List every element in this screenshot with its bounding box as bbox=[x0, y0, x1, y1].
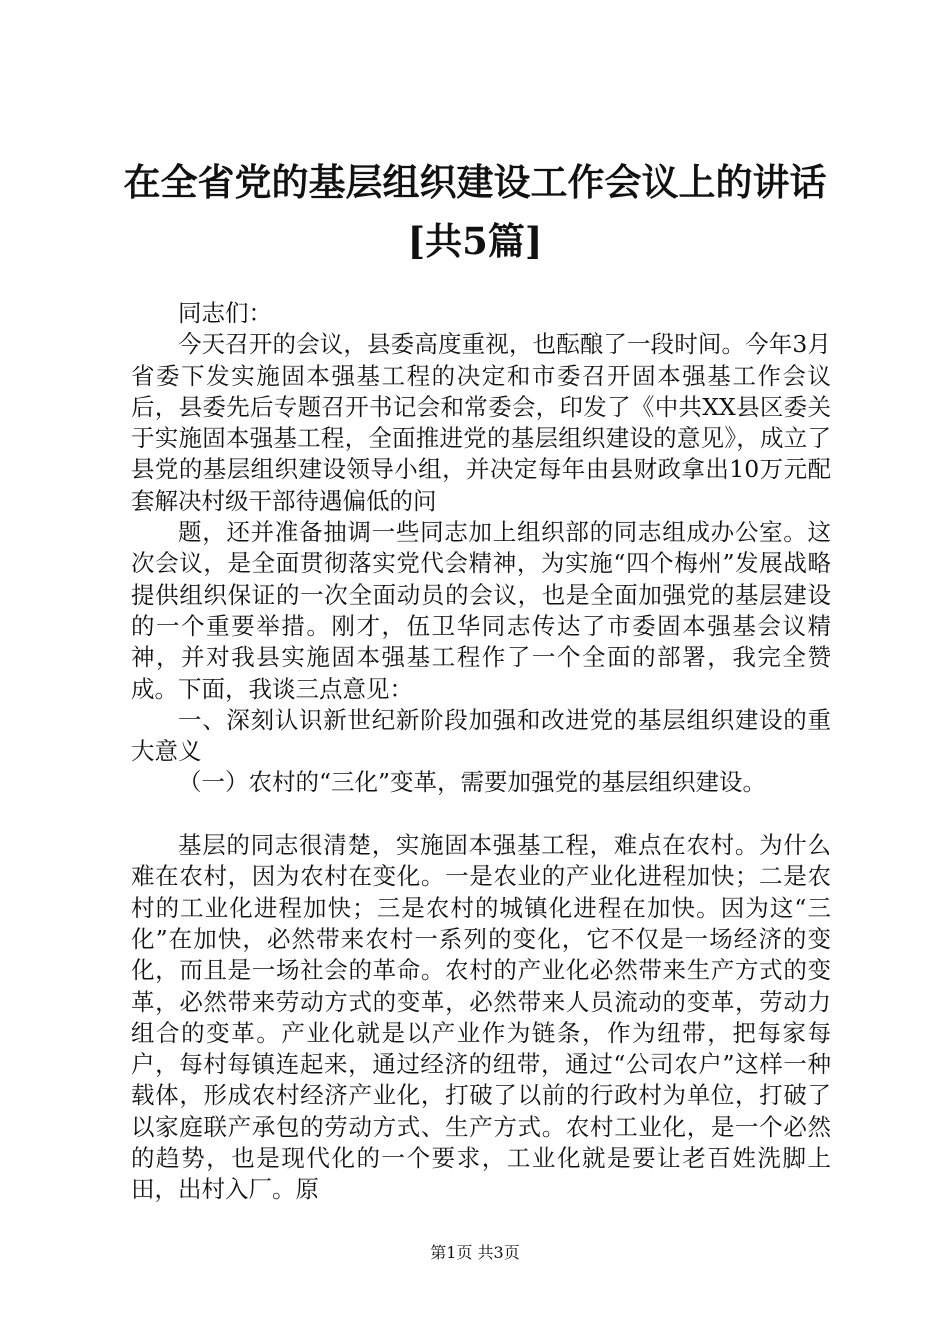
page-indicator: 第1页 共3页 bbox=[430, 1243, 520, 1262]
document-body bbox=[131, 298, 831, 1206]
body-paragraph: 今天召开的会议，县委高度重视，也酝酿了一段时间。今年3月省委下发实施固本强基工程的决定和市委召开固本强基工作会议后，县委先后专题召开书记会和常委会，印发了《中共XX县区委关于实施固本强基工程，全面推进党的基层组织建设的意见》，成立了县党的基层组织建设领导小组，并决定每年由县财政拿出10万元配套解决村级干部待遇偏低的问 bbox=[131, 330, 831, 515]
document-title-suffix: [共5篇] bbox=[407, 219, 543, 263]
salutation: 同志们： bbox=[178, 299, 272, 327]
subsection-heading: （一）农村的“三化”变革，需要加强党的基层组织建设。 bbox=[178, 768, 767, 797]
body-paragraph: 题，还并准备抽调一些同志加上组织部的同志组成办公室。这次会议，是全面贯彻落实党代会精神，为实施“四个梅州”发展战略提供组织保证的一次全面动员的会议，也是全面加强党的基层建设的一个重要举措。刚才，伍卫华同志传达了市委固本强基会议精神，并对我县实施固本强基工程作了一个全面的部署，我完全赞成。下面，我谈三点意见： bbox=[131, 518, 831, 703]
body-paragraph: 基层的同志很清楚，实施固本强基工程，难点在农村。为什么难在农村，因为农村在变化。一是农业的产业化进程加快；二是农村的工业化进程加快；三是农村的城镇化进程在加快。因为这“三化”在加快，必然带来农村一系列的变化，它不仅是一场经济的变化，而且是一场社会的革命。农村的产业化必然带来生产方式的变革，必然带来劳动方式的变革，必然带来人员流动的变革，劳动力组合的变革。产业化就是以产业作为链条，作为纽带，把每家每户，每村每镇连起来，通过经济的纽带，通过“公司农户”这样一种载体，形成农村经济产业化，打破了以前的行政村为单位，打破了以家庭联产承包的劳动方式、生产方式。农村工业化，是一个必然的趋势，也是现代化的一个要求，工业化就是要让老百姓洗脚上田，出村入厂。原 bbox=[131, 831, 831, 1204]
section-heading: 一、深刻认识新世纪新阶段加强和改进党的基层组织建设的重大意义 bbox=[131, 705, 831, 766]
document-title: 在全省党的基层组织建设工作会议上的讲话 bbox=[123, 160, 827, 204]
